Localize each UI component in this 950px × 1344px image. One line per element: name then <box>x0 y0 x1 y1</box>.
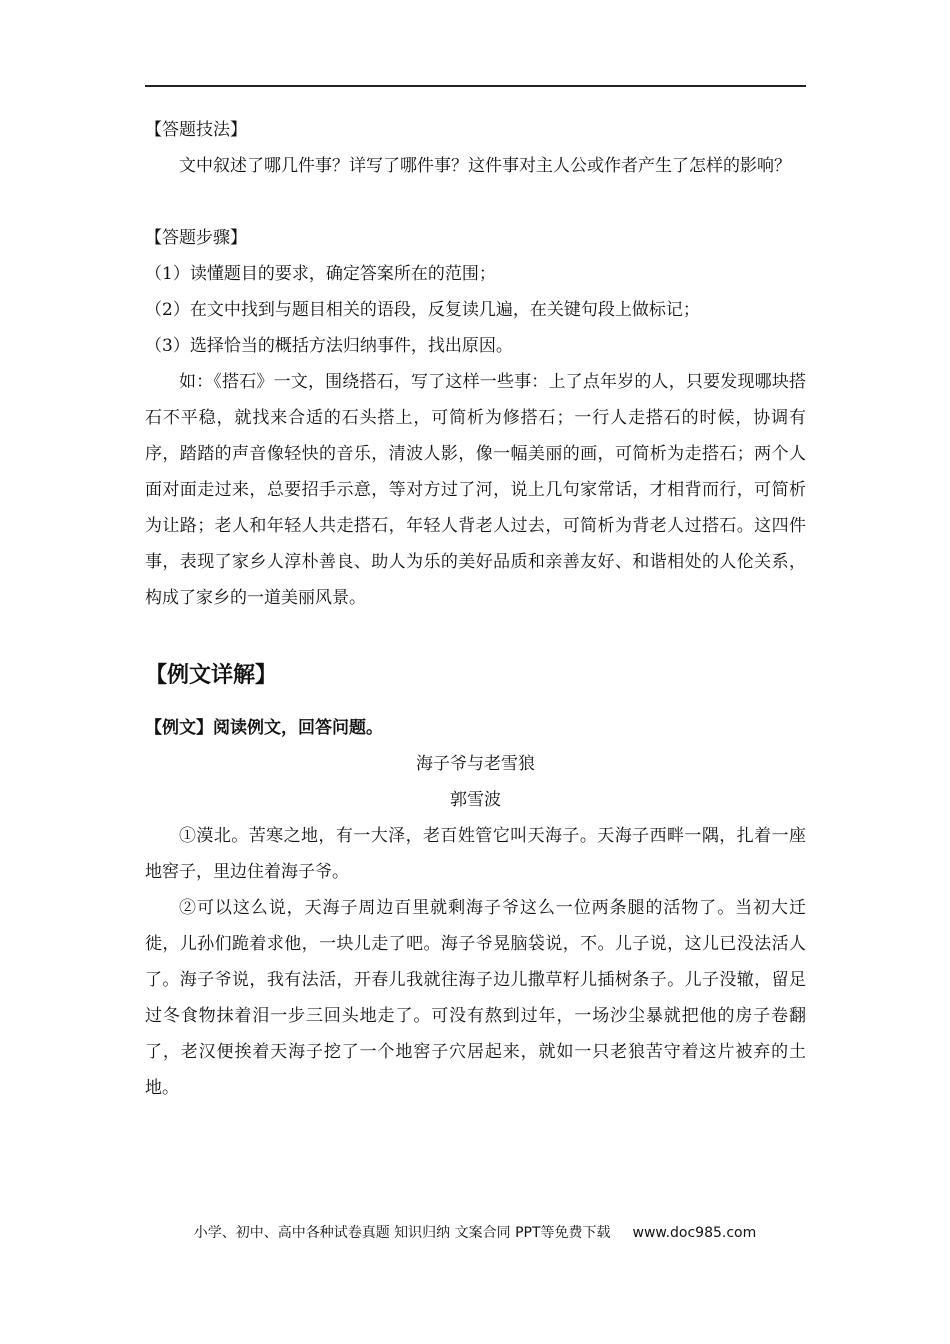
footer-url[interactable]: www.doc985.com <box>632 1225 757 1241</box>
header-rule <box>145 85 806 87</box>
spacer <box>145 184 806 220</box>
step-item-2: （2）在文中找到与题目相关的语段，反复读几遍，在关键句段上做标记； <box>145 300 700 320</box>
technique-label: 【答题技法】 <box>145 120 247 140</box>
step-item-1: （1）读懂题目的要求，确定答案所在的范围； <box>145 264 496 284</box>
article-paragraph-1: ①漠北。苦寒之地，有一大泽，老百姓管它叫天海子。天海子西畔一隅，扎着一座地窖子，里边住着海子爷。 <box>145 826 806 882</box>
example-paragraph: 如：《搭石》一文，围绕搭石，写了这样一些事：上了点年岁的人，只要发现哪块搭石不平稳，就找来合适的石头搭上，可简析为修搭石；一行人走搭石的时候，协调有序，踏踏的声音像轻快的音乐，清波人影，像一幅美丽的画，可简析为走搭石；两个人面对面走过来，总要招手示意，等对方过了河，说上几句家常话，才相背而行，可简析为让路；老人和年轻人共走搭石，年轻人背老人过去，可简析为背老人过搭石。这四件事，表现了家乡人淳朴善良、助人为乐的美好品质和亲善友好、和谐相处的人伦关系，构成了家乡的一道美丽风景。 <box>145 372 806 608</box>
footer-text: 小学、初中、高中各种试卷真题 知识归纳 文案合同 PPT等免费下载 <box>193 1225 611 1241</box>
section-title: 【例文详解】 <box>145 663 278 688</box>
steps-label: 【答题步骤】 <box>145 228 247 248</box>
article-title: 海子爷与老雪狼 <box>416 754 535 774</box>
article-author: 郭雪波 <box>450 790 501 810</box>
document-body <box>145 112 806 1106</box>
page-footer <box>0 1222 950 1242</box>
example-prompt: 【例文】阅读例文，回答问题。 <box>145 718 383 738</box>
step-item-3: （3）选择恰当的概括方法归纳事件，找出原因。 <box>145 336 513 356</box>
technique-text: 文中叙述了哪几件事？详写了哪件事？这件事对主人公或作者产生了怎样的影响？ <box>179 156 791 176</box>
article-paragraph-2: ②可以这么说，天海子周边百里就剩海子爷这么一位两条腿的活物了。当初大迁徙，儿孙们跪着求他，一块儿走了吧。海子爷晃脑袋说，不。儿子说，这儿已没法活人了。海子爷说，我有法活，开春儿我就往海子边儿撒草籽儿插树条子。儿子没辙，留足过冬食物抹着泪一步三回头地走了。可没有熬到过年，一场沙尘暴就把他的房子卷翻了，老汉便挨着天海子挖了一个地窖子穴居起来，就如一只老狼苦守着这片被弃的土地。 <box>145 898 806 1098</box>
